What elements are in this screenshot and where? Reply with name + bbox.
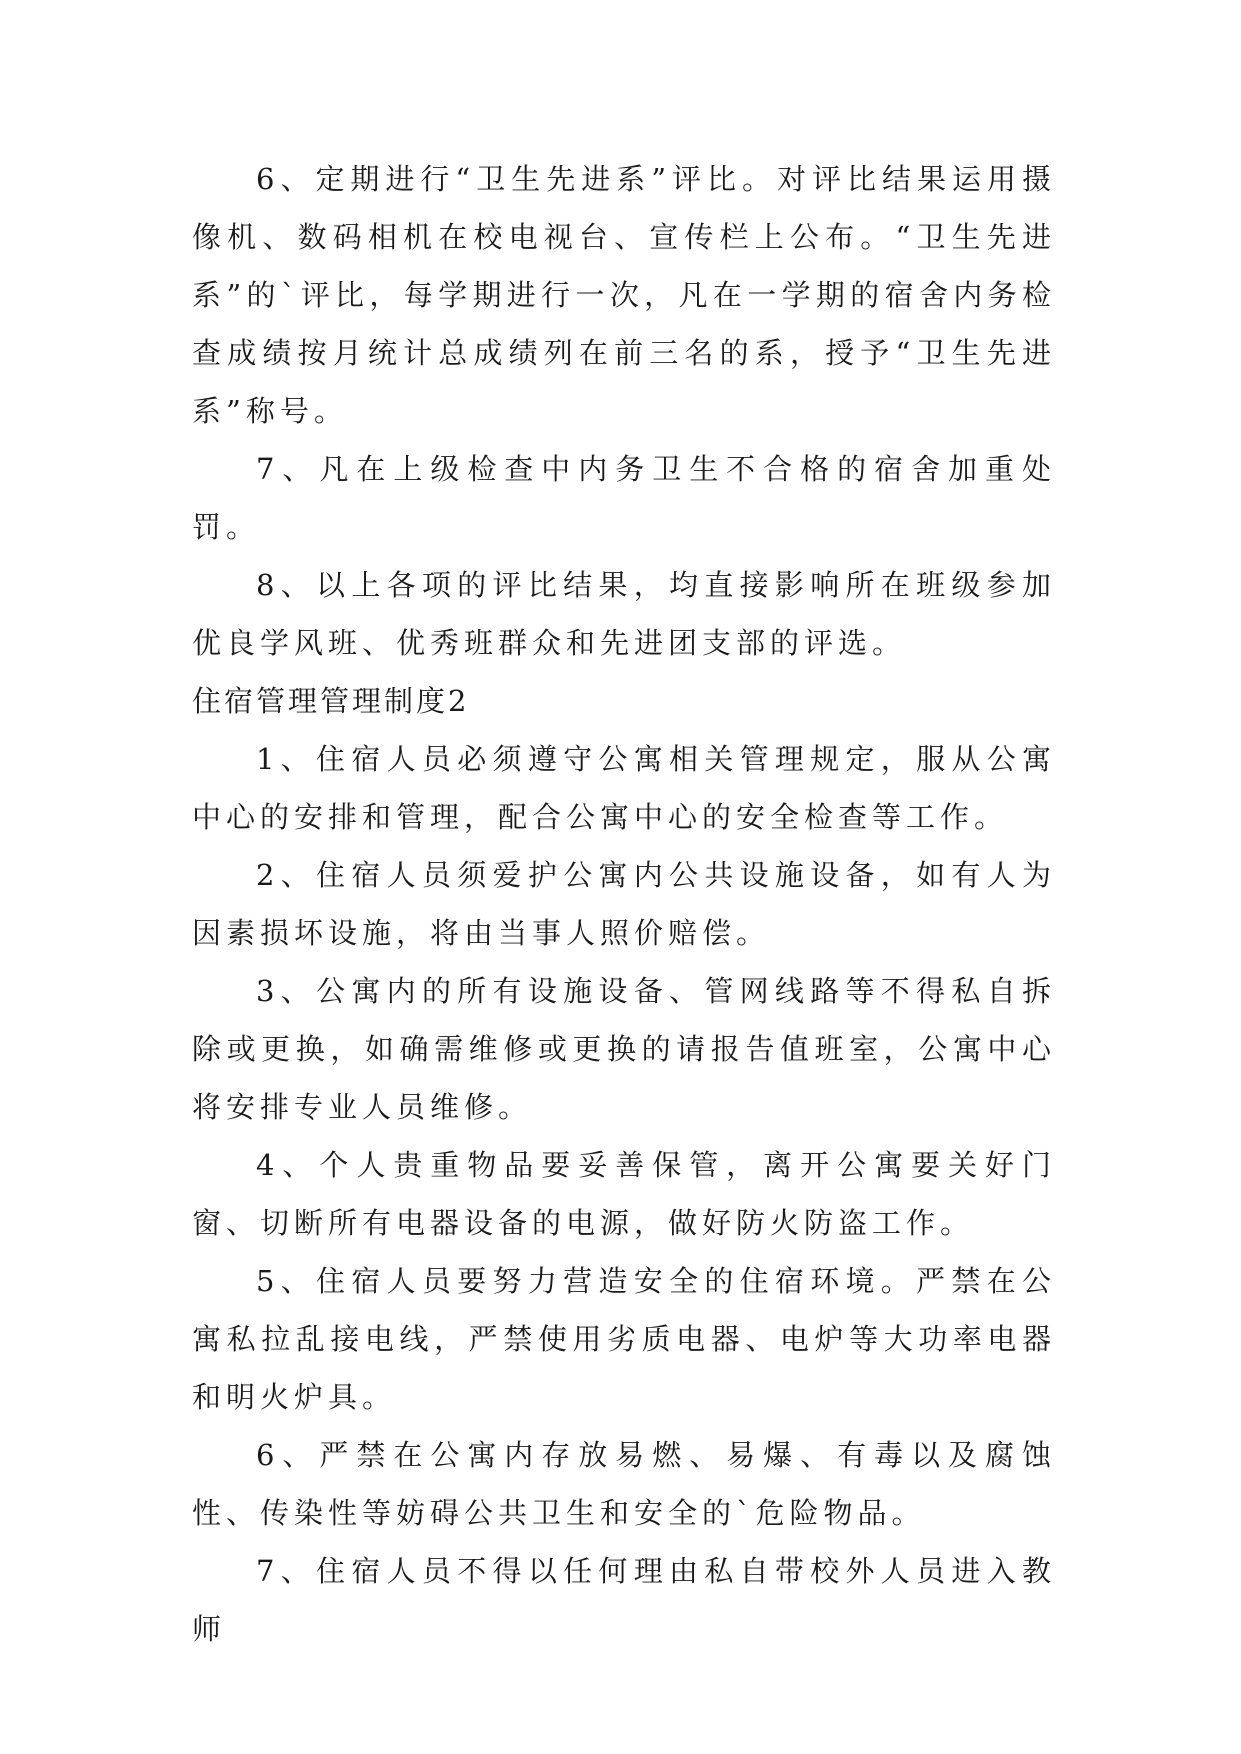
- paragraph: 5、住宿人员要努力营造安全的住宿环境。严禁在公寓私拉乱接电线，严禁使用劣质电器、电炉等大功率电器和明火炉具。: [192, 1264, 1056, 1414]
- document-body: [192, 150, 1056, 1658]
- section-heading: 住宿管理管理制度2: [192, 684, 470, 718]
- paragraph: 2、住宿人员须爱护公寓内公共设施设备，如有人为因素损坏设施，将由当事人照价赔偿。: [192, 858, 1056, 950]
- paragraph: 6、定期进行“卫生先进系”评比。对评比结果运用摄像机、数码相机在校电视台、宣传栏上公布。“卫生先进系”的`评比，每学期进行一次，凡在一学期的宿舍内务检查成绩按月统计总成绩列在前三名的系，授予“卫生先进系”称号。: [192, 162, 1056, 428]
- paragraph: 6、严禁在公寓内存放易燃、易爆、有毒以及腐蚀性、传染性等妨碍公共卫生和安全的`危险物品。: [192, 1438, 1056, 1530]
- paragraph: 3、公寓内的所有设施设备、管网线路等不得私自拆除或更换，如确需维修或更换的请报告值班室，公寓中心将安排专业人员维修。: [192, 974, 1056, 1124]
- paragraph: 8、以上各项的评比结果，均直接影响所在班级参加优良学风班、优秀班群众和先进团支部的评选。: [192, 568, 1056, 660]
- paragraph: 1、住宿人员必须遵守公寓相关管理规定，服从公寓中心的安排和管理，配合公寓中心的安全检查等工作。: [192, 742, 1056, 834]
- paragraph: 7、凡在上级检查中内务卫生不合格的宿舍加重处罚。: [192, 452, 1056, 544]
- paragraph: 4、个人贵重物品要妥善保管，离开公寓要关好门窗、切断所有电器设备的电源，做好防火防盗工作。: [192, 1148, 1056, 1240]
- paragraph: 7、住宿人员不得以任何理由私自带校外人员进入教师: [192, 1554, 1056, 1646]
